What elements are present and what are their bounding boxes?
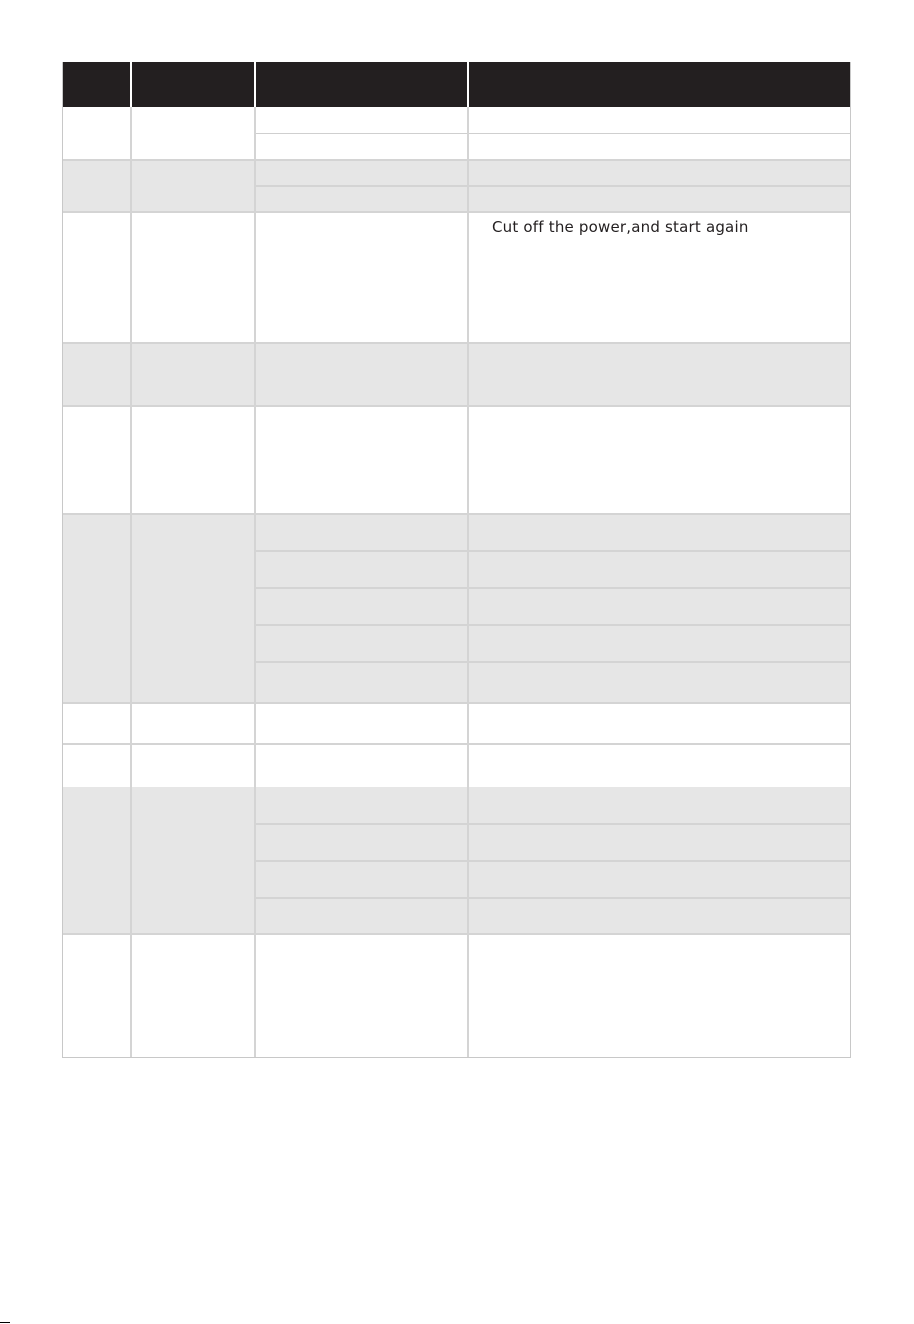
table-row [63, 744, 850, 787]
table-row [63, 343, 850, 406]
row-separator [63, 159, 850, 161]
subrow-separator [255, 661, 850, 663]
subrow-separator [255, 860, 850, 862]
subrow-separator [255, 823, 850, 825]
solution-text: Cut off the power,and start again [492, 218, 749, 236]
header-divider [254, 62, 256, 107]
subrow-separator [255, 897, 850, 899]
table-header [63, 62, 850, 107]
subrow-separator [255, 133, 850, 134]
row-separator [63, 405, 850, 407]
header-divider [467, 62, 469, 107]
subrow-separator [255, 185, 850, 187]
header-divider [130, 62, 132, 107]
table-row [63, 514, 850, 703]
subrow-separator [255, 550, 850, 552]
column-divider [130, 107, 132, 1057]
subrow-separator [255, 624, 850, 626]
table-row [63, 934, 850, 1057]
row-separator [63, 743, 850, 745]
row-separator [63, 702, 850, 704]
table-row [63, 703, 850, 744]
row-separator [63, 513, 850, 515]
table-row [63, 406, 850, 514]
subrow-separator [255, 587, 850, 589]
column-divider [467, 107, 469, 1057]
crop-mark [0, 1322, 10, 1323]
row-separator [63, 342, 850, 344]
row-separator [63, 933, 850, 935]
row-separator [63, 211, 850, 213]
troubleshooting-table [62, 62, 851, 1058]
column-divider [254, 107, 256, 1057]
